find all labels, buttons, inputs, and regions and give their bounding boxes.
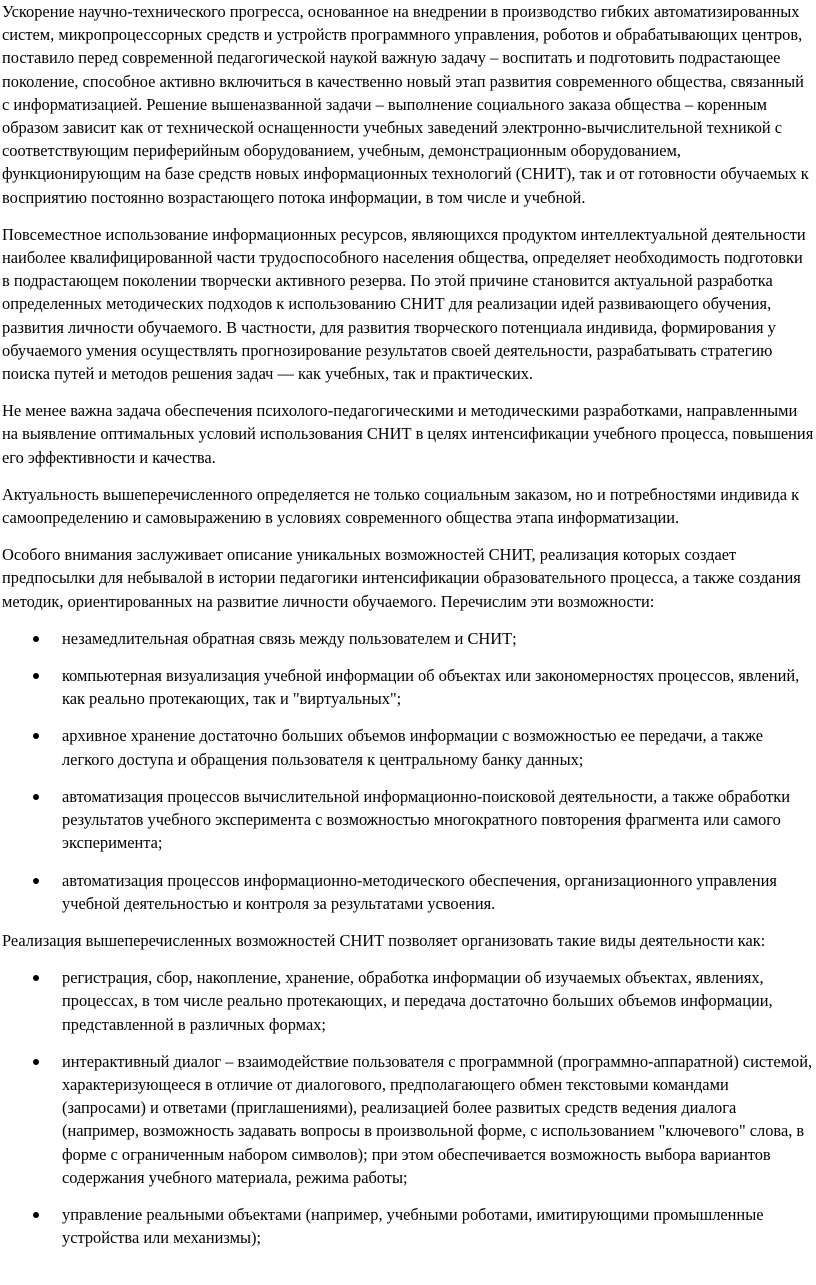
bullet-icon (33, 794, 39, 800)
bullet-icon (33, 975, 39, 981)
bullet-icon (33, 1212, 39, 1218)
list-item (2, 664, 814, 710)
list-item-text: автоматизация процессов вычислительной информационно-поисковой деятельности, а также обработки результатов учебного эксперимента с возможностью многократного повторения фрагмента или самого эксперимента; (62, 786, 791, 853)
paragraph-activities-intro: Реализация вышеперечисленных возможностей СНИТ позволяет организовать такие виды деятельности как: (2, 930, 766, 950)
list-item (2, 869, 814, 915)
list-item-text: компьютерная визуализация учебной информации об объектах или закономерностях процессов, явлений, как реально протекающих, так и "виртуальных"; (62, 666, 800, 709)
list-item-text: интерактивный диалог – взаимодействие пользователя с программной (программно-аппаратной) системой, характеризующееся в отличие от диалогового, предполагающего обмен текстовыми командами (запросами) и ответами (приглашениями), реализацией более развитых средств ведения диалога (например, возможность задавать вопросы в произвольной форме, с использованием "ключевого" слова, в форме с ограниченным набором символов); при этом обеспечивается возможность выбора вариантов содержания учебного материала, режима работы; (62, 1051, 813, 1187)
bullet-icon (33, 1059, 39, 1065)
bullet-icon (33, 878, 39, 884)
bullet-icon (33, 733, 39, 739)
list-item (2, 724, 814, 770)
list-item-text: управление реальными объектами (например, учебными роботами, имитирующими промышленные устройства или механизмы); (62, 1204, 764, 1248)
list-item (2, 785, 814, 855)
bullet-icon (33, 673, 39, 679)
list-item-text: автоматизация процессов информационно-методического обеспечения, организационного управления учебной деятельностью и контроля за результатами усвоения. (62, 870, 777, 913)
list-item (2, 966, 814, 1036)
list-item (2, 1050, 814, 1189)
paragraph-methodical-support: Не менее важна задача обеспечения психолого-педагогическими и методическими разработками, направленными на выявление оптимальных условий использования СНИТ в целях интенсификации учебного процесса, повышения его эффективности и качества. (2, 401, 814, 467)
paragraph-information-resources: Повсеместное использование информационных ресурсов, являющихся продуктом интеллектуальной деятельности наиболее квалифицированной части трудоспособного населения общества, определяет необходимость подготовки в подрастающем поколении творчески активного резерва. По этой причине становится актуальной разработка определенных методических подходов к использованию СНИТ для реализации идей развивающего обучения, развития личности обучаемого. В частности, для развития творческого потенциала индивида, формирования у обучаемого умения осуществлять прогнозирование результатов своей деятельности, разрабатывать стратегию поиска путей и методов решения задач — как учебных, так и практических. (2, 224, 806, 384)
paragraph-intro: Ускорение научно-технического прогресса, основанное на внедрении в производство гибких автоматизированных систем, микропроцессорных средств и устройств программного управления, роботов и обрабатывающих центров, поставило перед современной педагогической наукой важную задачу – воспитать и подготовить подрастающее поколение, способное активно включиться в качественно новый этап развития современного общества, связанный с информатизацией. Решение вышеназванной задачи – выполнение социального заказа общества – коренным образом зависит как от технической оснащенности учебных заведений электронно-вычислительной техникой с соответствующим периферийным оборудованием, учебным, демонстрационным оборудованием, функционирующим на базе средств новых информационных технологий (СНИТ), так и от готовности обучаемых к восприятию постоянно возрастающего потока информации, в том числе и учебной. (2, 2, 809, 207)
bullet-icon (33, 636, 39, 642)
list-item-text: регистрация, сбор, накопление, хранение, обработка информации об изучаемых объектах, явлениях, процессах, в том числе реально протекающих, и передача достаточно больших объемов информации, представленной в различных формах; (62, 968, 773, 1034)
paragraph-relevance: Актуальность вышеперечисленного определяется не только социальным заказом, но и потребностями индивида к самоопределению и самовыражению в условиях современного общества этапа информатизации. (2, 484, 800, 528)
capabilities-list (2, 627, 814, 915)
list-item-text: незамедлительная обратная связь между пользователем и СНИТ; (62, 628, 517, 648)
list-item (2, 1203, 814, 1249)
list-item-text: архивное хранение достаточно больших объемов информации с возможностью ее передачи, а также легкого доступа и обращения пользователя к центральному банку данных; (62, 726, 764, 769)
paragraph-snit-capabilities: Особого внимания заслуживает описание уникальных возможностей СНИТ, реализация которых создает предпосылки для небывалой в истории педагогики интенсификации образовательного процесса, а также создания методик, ориентированных на развитие личности обучаемого. Перечислим эти возможности: (2, 545, 801, 611)
activities-list (2, 966, 814, 1249)
list-item (2, 627, 814, 650)
